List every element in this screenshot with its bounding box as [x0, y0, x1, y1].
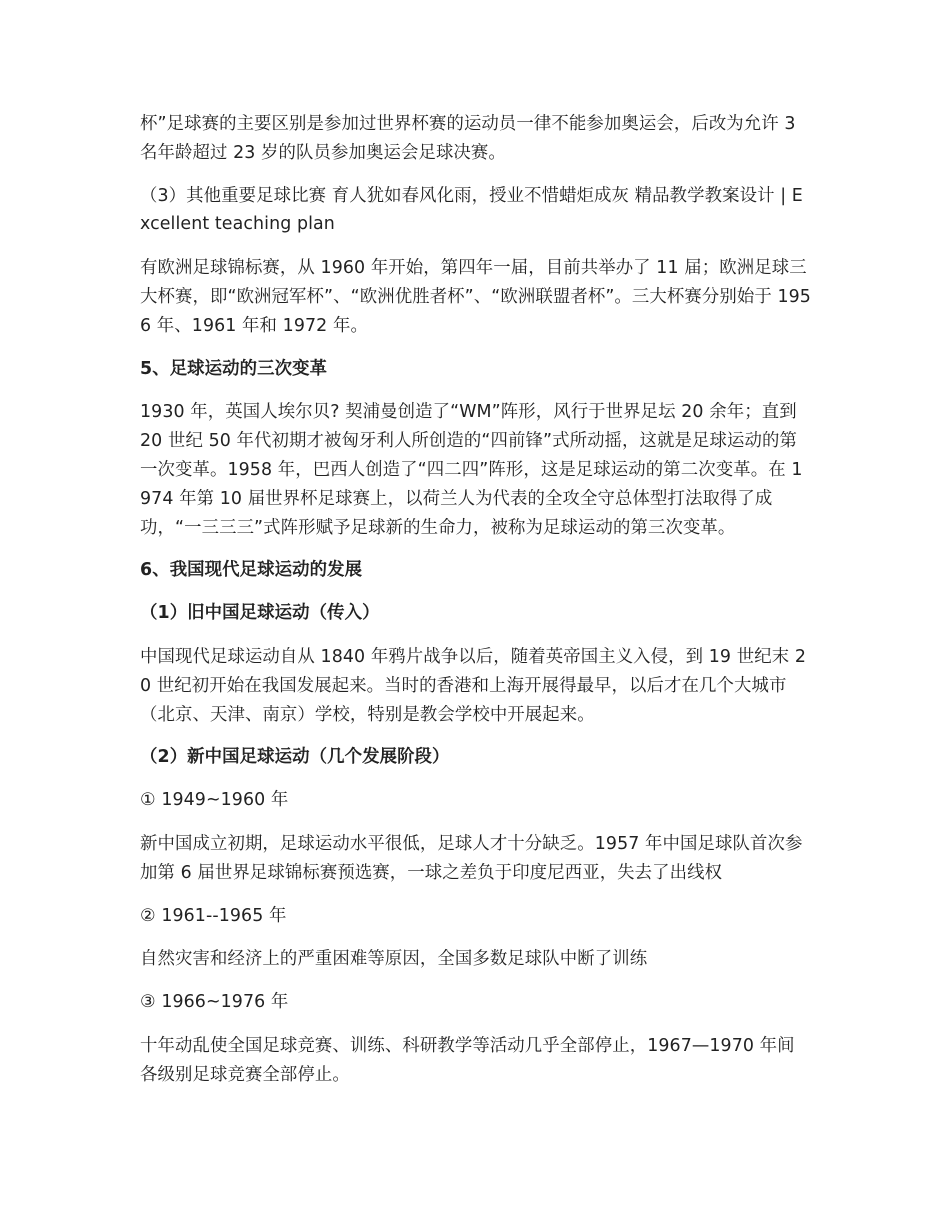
paragraph-european-cups: 有欧洲足球锦标赛，从 1960 年开始，第四年一届，目前共举办了 11 届；欧洲足球三大杯赛，即“欧洲冠军杯”、“欧洲优胜者杯”、“欧洲联盟者杯”。三大杯赛分别始于 1956 年、1961 年和 1972 年。: [140, 258, 811, 336]
heading-three-reforms: 5、足球运动的三次变革: [140, 358, 328, 379]
paragraph-1961-1965: 自然灾害和经济上的严重困难等原因，全国多数足球队中断了训练: [140, 949, 648, 970]
paragraph-olympic-rule: 杯”足球赛的主要区别是参加过世界杯赛的运动员一律不能参加奥运会，后改为允许 3 名年龄超过 23 岁的队员参加奥运会足球决赛。: [140, 114, 796, 163]
period-1966-1976: ③ 1966~1976 年: [140, 992, 289, 1013]
paragraph-1949-1960: 新中国成立初期，足球运动水平很低，足球人才十分缺乏。1957 年中国足球队首次参加第 6 届世界足球锦标赛预选赛，一球之差负于印度尼西亚，失去了出线权: [140, 833, 803, 883]
subheading-old-china: （1）旧中国足球运动（传入）: [140, 603, 380, 624]
heading-china-development: 6、我国现代足球运动的发展: [140, 560, 363, 581]
document-page: [140, 110, 812, 1090]
paragraph-1966-1976: 十年动乱使全国足球竞赛、训练、科研教学等活动几乎全部停止，1967—1970 年间各级别足球竞赛全部停止。: [140, 1035, 795, 1085]
period-1949-1960: ① 1949~1960 年: [140, 790, 289, 811]
paragraph-old-china: 中国现代足球运动自从 1840 年鸦片战争以后，随着英帝国主义入侵，到 19 世纪末 20 世纪初开始在我国发展起来。当时的香港和上海开展得最早，以后才在几个大城市（北京、天津、南京）学校，特别是教会学校中开展起来。: [140, 646, 806, 725]
paragraph-reforms: 1930 年，英国人埃尔贝? 契浦曼创造了“WM”阵形，风行于世界足坛 20 余年；直到 20 世纪 50 年代初期才被匈牙利人所创造的“四前锋”式所动摇，这就是足球运动的第一次变革。1958 年，巴西人创造了“四二四”阵形，这是足球运动的第二次变革。在 1974 年第 10 届世界杯足球赛上，以荷兰人为代表的全攻全守总体型打法取得了成功，“一三三三”式阵形赋予足球新的生命力，被称为足球运动的第三次变革。: [140, 402, 803, 538]
subheading-other-matches: （3）其他重要足球比赛 育人犹如春风化雨，授业不惜蜡炬成灰 精品教学教案设计 | Excellent teaching plan: [140, 185, 803, 235]
period-1961-1965: ② 1961--1965 年: [140, 905, 287, 926]
subheading-new-china: （2）新中国足球运动（几个发展阶段）: [140, 747, 450, 768]
